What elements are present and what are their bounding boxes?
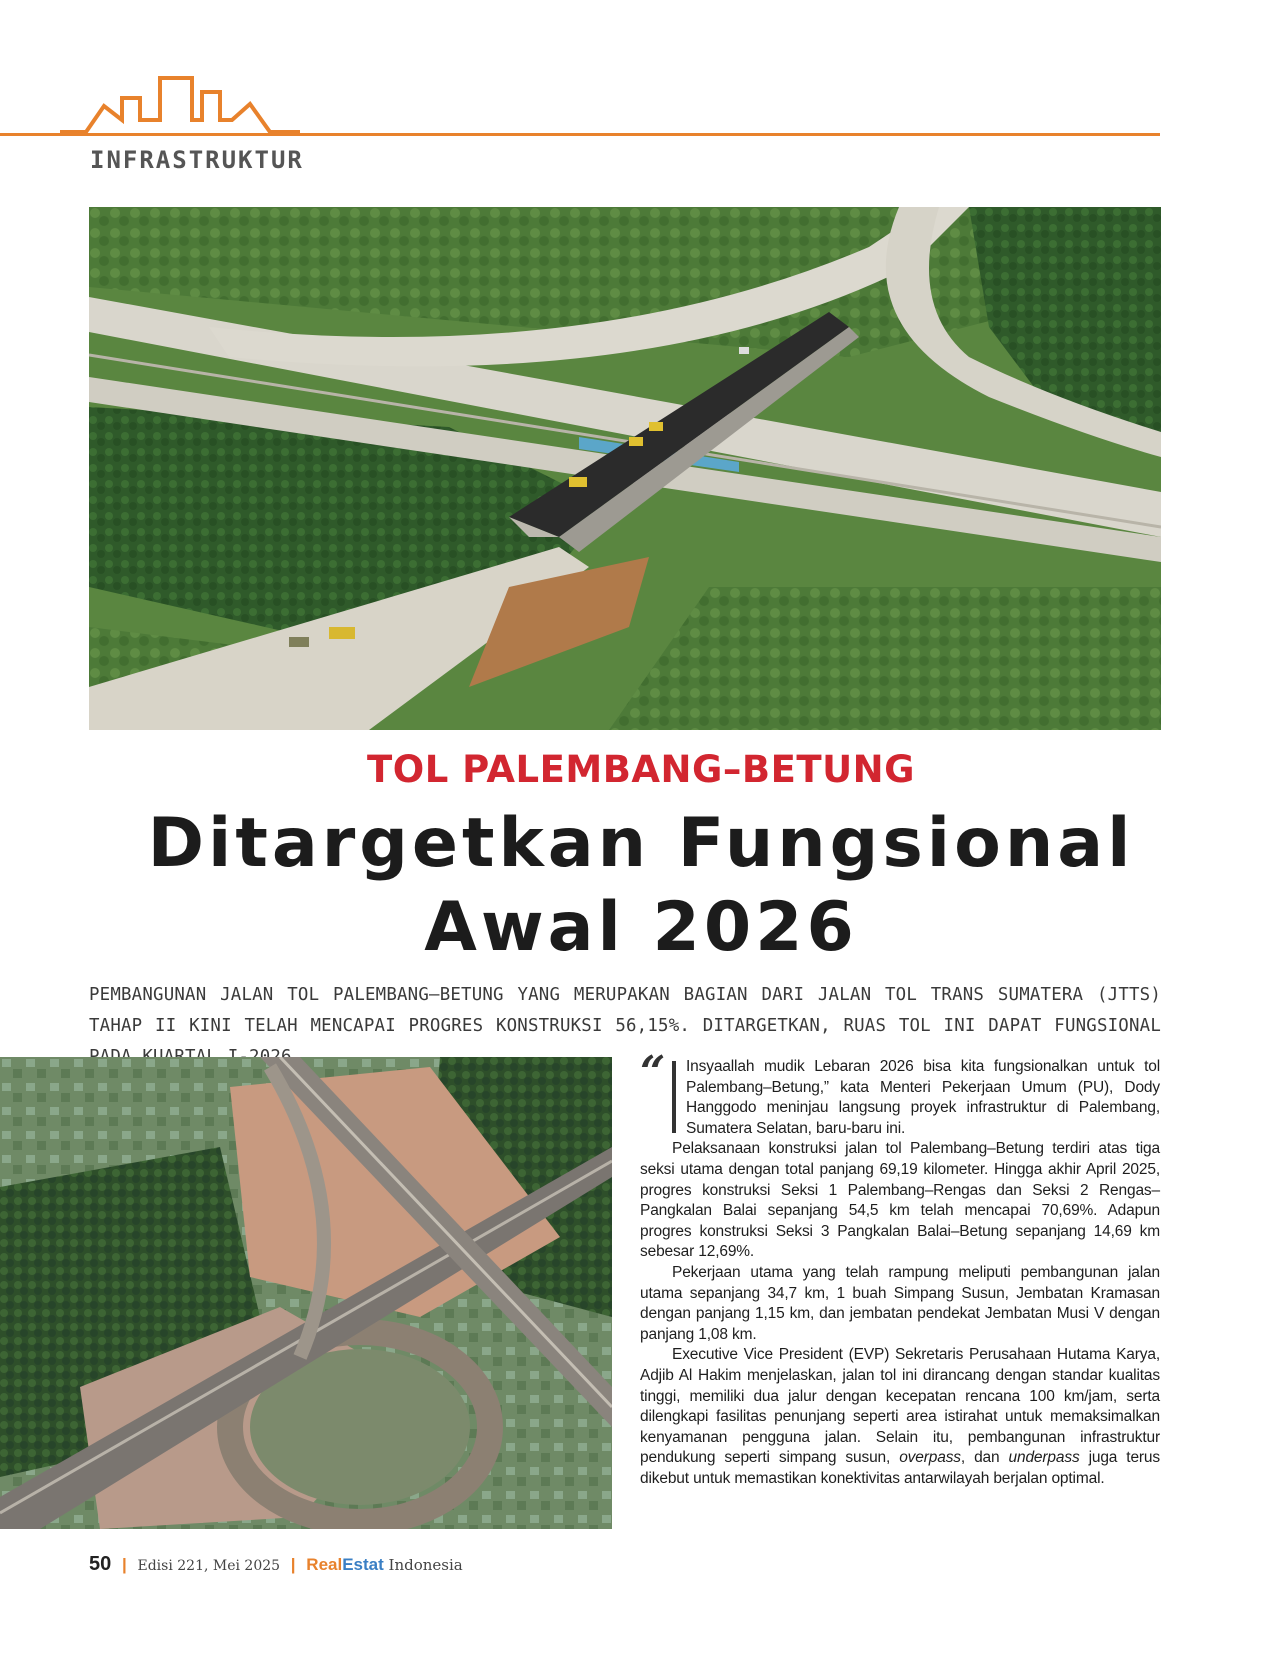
interchange-aerial-image bbox=[0, 1057, 612, 1529]
page-footer bbox=[89, 1553, 463, 1576]
interchange-photo bbox=[0, 1057, 612, 1529]
hero-photo bbox=[89, 207, 1161, 730]
headline-line-2: Awal 2026 bbox=[424, 888, 858, 967]
headline-line-1: Ditargetkan Fungsional bbox=[147, 804, 1135, 883]
drop-cap-bar bbox=[672, 1061, 676, 1133]
page-number: 50 bbox=[89, 1553, 112, 1575]
body-paragraph-2: Pelaksanaan konstruksi jalan tol Palembang–Betung terdiri atas tiga seksi utama dengan total panjang 69,19 kilometer. Hingga akhir April 2025, progres konstruksi Seksi 1 Palembang–Rengas dan Seksi 2 Rengas–Pangkalan Balai sepanjang 54,5 km telah mencapai 70,69%. Adapun progres konstruksi Seksi 3 Pangkalan Balai–Betung sepanjang 14,69 km sebesar 12,69%. bbox=[640, 1140, 1160, 1261]
body-paragraph-3: Pekerjaan utama yang telah rampung meliputi pembangunan jalan utama sepanjang 34,7 km, 1 buah Simpang Susun, Jembatan Kramasan dengan panjang 1,15 km, dan jembatan pendekat Jembatan Musi V dengan panjang 1,08 km. bbox=[640, 1263, 1160, 1343]
body-paragraph-1: “ Insyaallah mudik Lebaran 2026 bisa kita fungsionalkan untuk tol Palembang–Betung,” kata Menteri Pekerjaan Umum (PU), Dody Hanggodo meninjau langsung proyek infrastruktur di Palembang, Sumatera Selatan, baru-baru ini. bbox=[640, 1047, 1160, 1137]
body-paragraph-4: Executive Vice President (EVP) Sekretaris Perusahaan Hutama Karya, Adjib Al Hakim menjelaskan, jalan tol ini dirancang dengan standar kualitas tinggi, memiliki dua jalur dengan kecepatan rencana 100 km/jam, serta dilengkapi fasilitas penunjang seperti area istirahat untuk memaksimalkan kenyamanan pengguna jalan. Selain itu, pembangunan infrastruktur pendukung seperti simpang susun, overpass, dan underpass juga terus dikebut untuk memastikan konektivitas antarwilayah berjalan optimal. bbox=[640, 1346, 1161, 1487]
section-label: INFRASTRUKTUR bbox=[90, 146, 304, 174]
headline bbox=[0, 802, 1282, 970]
brand-real: Real bbox=[306, 1555, 343, 1574]
quote-mark-icon: “ bbox=[640, 1047, 666, 1098]
lead-paragraph: PEMBANGUNAN JALAN TOL PALEMBANG–BETUNG YANG MERUPAKAN BAGIAN DARI JALAN TOL TRANS SUMATERA (JTTS) TAHAP II KINI TELAH MENCAPAI PROGRES KONSTRUKSI 56,15%. DITARGETKAN, RUAS TOL INI DAPAT FUNGSIONAL bbox=[89, 985, 1161, 1036]
footer-separator: | bbox=[290, 1555, 296, 1574]
brand-estat: Estat bbox=[342, 1555, 384, 1574]
overpass-aerial-image bbox=[89, 207, 1161, 730]
kicker: TOL PALEMBANG–BETUNG bbox=[367, 748, 915, 791]
brand-suffix: Indonesia bbox=[388, 1556, 463, 1574]
article-body bbox=[640, 1047, 1161, 1489]
skyline-icon bbox=[60, 76, 300, 142]
edition-label: Edisi 221, Mei 2025 bbox=[137, 1558, 281, 1574]
footer-separator: | bbox=[121, 1555, 127, 1574]
